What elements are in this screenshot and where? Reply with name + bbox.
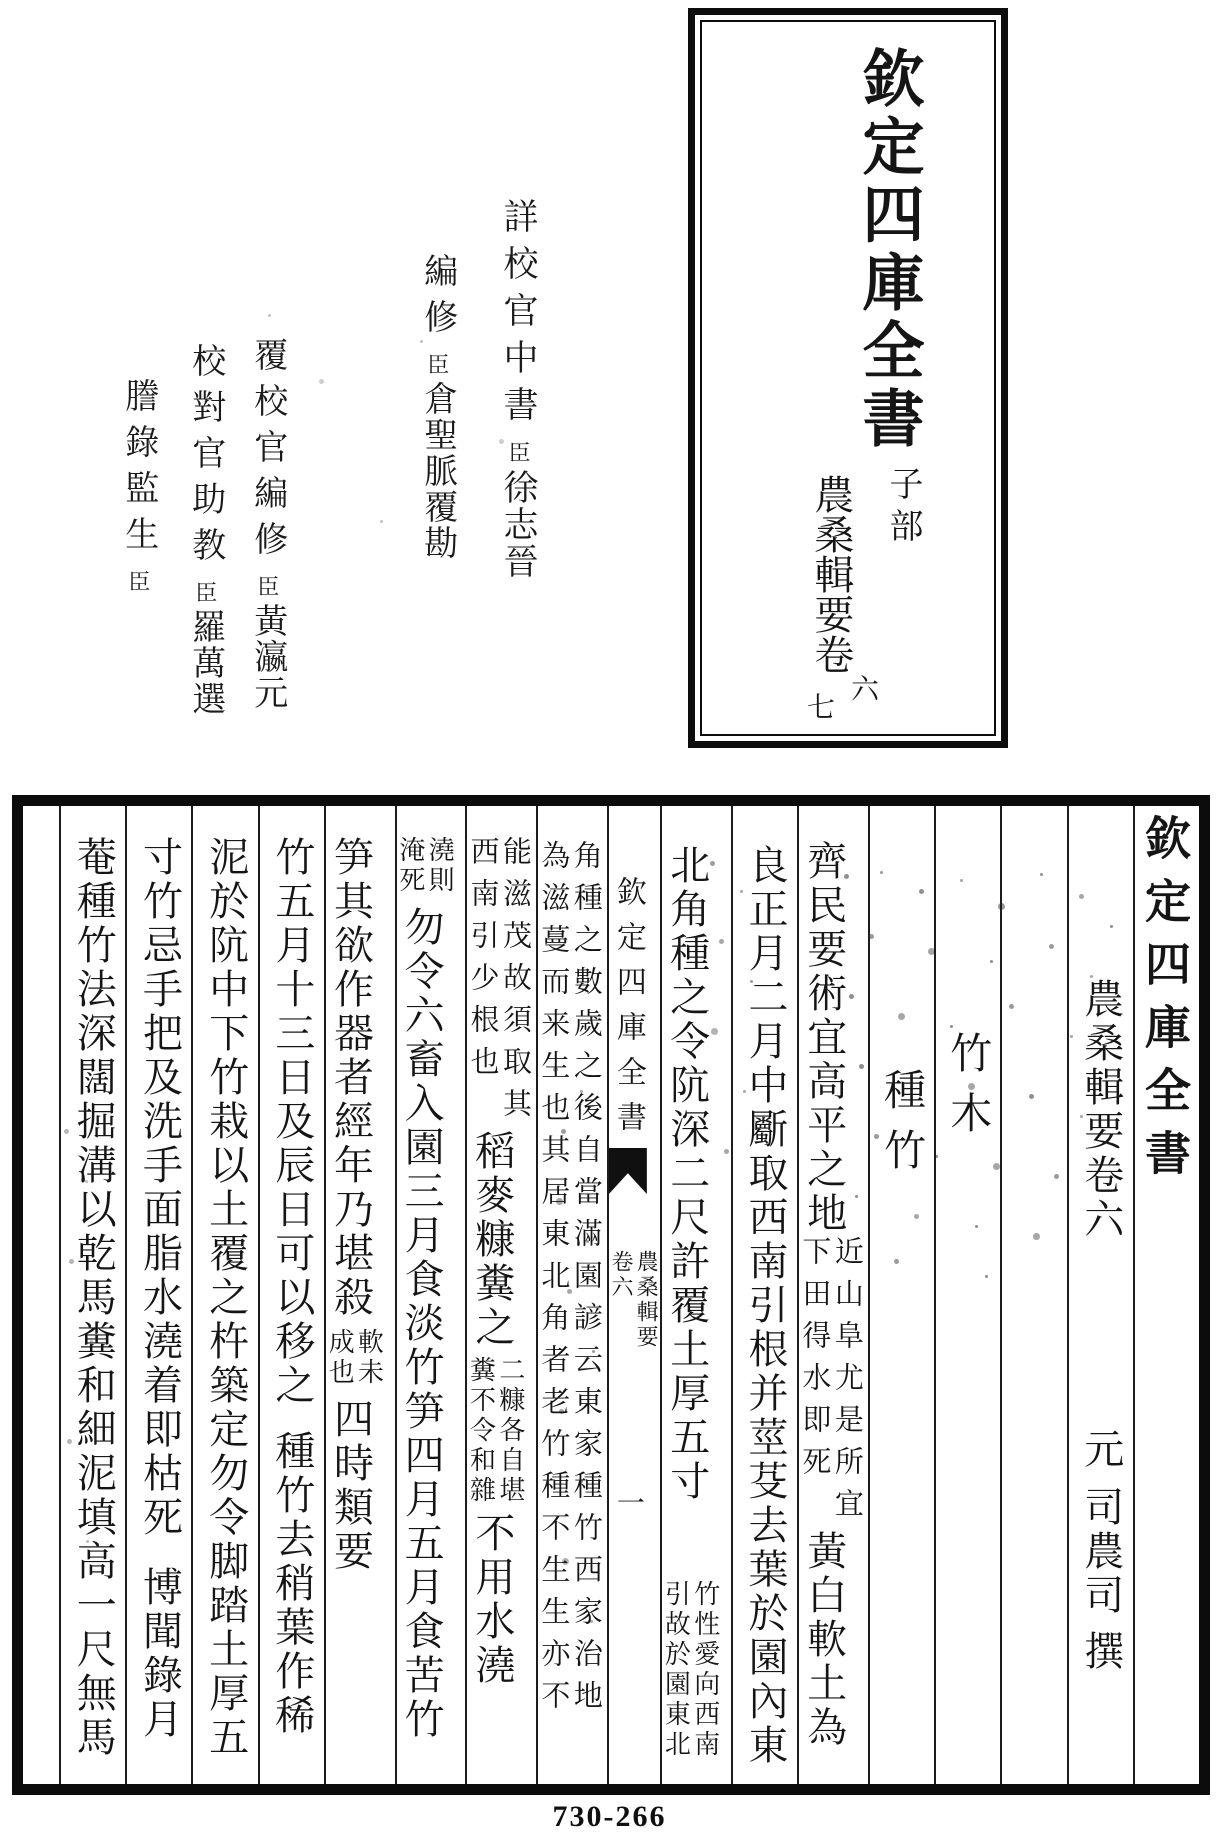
scan-noise xyxy=(60,1120,63,1123)
official-title: 詳校官中書 xyxy=(499,198,538,433)
column-text-run: 欽定四庫全書 xyxy=(611,876,645,1146)
annotation-right: 竹性愛向西南 xyxy=(690,1580,720,1760)
volume-numbers xyxy=(798,674,882,720)
chen-label: 臣 xyxy=(506,441,531,463)
column-gap xyxy=(1100,806,1102,978)
column-text-run: 撰 xyxy=(1078,1630,1124,1674)
column-gap xyxy=(562,806,564,840)
official-name: 黃瀛元 xyxy=(248,603,286,711)
inline-annotation xyxy=(610,1250,658,1350)
annotation-left: 西南引少根也 xyxy=(466,836,499,1088)
fishtail-mark xyxy=(609,1148,647,1194)
column-text-run: 種竹 xyxy=(878,1068,925,1188)
column-gap xyxy=(350,1388,352,1398)
column-gap xyxy=(764,806,766,844)
volume-number-left: 七 xyxy=(803,692,834,720)
annotation-right: 農桑輯要 xyxy=(634,1250,660,1350)
volume-number-right: 六 xyxy=(847,674,878,702)
column-text-run: 寸竹忌手把及洗手面脂水澆着即枯死 xyxy=(137,836,183,1540)
official-column-copyist xyxy=(117,378,158,598)
column-series-title xyxy=(1133,806,1199,1784)
column-edge xyxy=(23,806,59,1784)
column-gap xyxy=(491,806,493,836)
column-text xyxy=(125,806,191,1784)
official-column-compiler xyxy=(416,253,457,561)
series-title: 欽定四庫全書 xyxy=(853,46,921,454)
column-subsection-heading xyxy=(868,806,934,1784)
category-label: 子部 xyxy=(884,466,921,550)
column-text xyxy=(536,806,607,1784)
annotation-left: 成也 xyxy=(325,1328,355,1388)
column-gap xyxy=(1100,1472,1102,1486)
scan-noise xyxy=(840,865,843,868)
column-text-run: 司農司 xyxy=(1078,1486,1124,1618)
official-suffix: 覆勘 xyxy=(418,489,456,561)
official-name: 倉聖脈 xyxy=(418,381,456,489)
inline-annotation xyxy=(662,1580,719,1760)
column-text xyxy=(660,806,731,1784)
column-book-author xyxy=(1067,806,1133,1784)
column-gap xyxy=(900,806,902,1068)
inline-annotation xyxy=(467,836,530,1130)
column-text xyxy=(191,806,257,1784)
column-gap xyxy=(686,806,688,844)
banxin-column xyxy=(607,806,660,1784)
chen-label: 臣 xyxy=(254,575,280,597)
column-gap xyxy=(627,1350,629,1488)
inline-annotation xyxy=(799,1236,862,1530)
page-columns xyxy=(23,806,1199,1784)
scan-noise xyxy=(705,850,708,853)
official-title: 謄錄監生 xyxy=(119,378,157,562)
column-gap xyxy=(225,806,227,836)
annotation-right: 近山阜尤是所宜 xyxy=(830,1236,863,1530)
column-gap xyxy=(158,806,160,836)
column-gap xyxy=(350,806,352,836)
annotation-right: 澆則 xyxy=(425,836,455,896)
column-text-run: 農桑輯要卷六 xyxy=(1078,978,1124,1242)
column-text-run: 竹五月十三日及辰日可以移之 xyxy=(269,836,315,1408)
column-text-run: 北角種之令阬深二尺許覆土厚五寸 xyxy=(664,844,710,1504)
column-text-run: 泥於阬中下竹栽以土覆之杵築定勿令脚踏土厚五 xyxy=(203,836,249,1760)
annotation-left: 糞不令和雜 xyxy=(466,1356,496,1506)
column-text-run: 稻麥糠糞之 xyxy=(469,1130,515,1350)
official-title: 校對官助教 xyxy=(186,343,224,573)
column-text-run: 菴種竹法深闊掘溝以乾馬糞和細泥填高一尺無馬 xyxy=(71,836,117,1760)
inline-annotation xyxy=(397,836,454,896)
inline-annotation xyxy=(538,840,601,1722)
column-text-run: 黃白軟土為 xyxy=(801,1530,847,1750)
annotation-left: 淹死 xyxy=(395,836,425,896)
official-title: 編修 xyxy=(418,253,456,345)
chen-label: 臣 xyxy=(192,581,218,603)
official-name: 羅萬選 xyxy=(186,609,224,717)
chen-label: 臣 xyxy=(424,353,450,375)
official-name: 徐志晉 xyxy=(499,469,538,580)
column-text xyxy=(59,806,125,1784)
column-section-heading xyxy=(934,806,1000,1784)
book-title-text: 農桑輯要卷 xyxy=(808,474,854,674)
column-text-run: 不用水澆 xyxy=(469,1512,515,1688)
page-number: 730-266 xyxy=(552,1800,667,1833)
official-column-proofreader xyxy=(497,198,539,580)
column-text-run: 齊民要術宜高平之地 xyxy=(801,840,847,1236)
column-gap xyxy=(966,806,968,1031)
column-gap xyxy=(627,1196,629,1250)
column-text-run: 竹木 xyxy=(944,1031,991,1151)
column-text-run: 博聞錄月 xyxy=(137,1566,183,1742)
column-gap xyxy=(350,1320,352,1328)
annotation-left: 下田得水即死 xyxy=(798,1236,831,1488)
column-gap xyxy=(420,896,422,906)
column-text xyxy=(465,806,536,1784)
column-gap xyxy=(627,806,629,876)
column-blank xyxy=(1000,806,1066,1784)
column-gap xyxy=(1100,1242,1102,1428)
annotation-left: 為滋蔓而来生也其居東北角者老竹種不生生亦不 xyxy=(537,840,570,1722)
title-box xyxy=(688,8,1008,748)
column-gap xyxy=(1163,806,1165,814)
column-text xyxy=(258,806,324,1784)
chen-label: 臣 xyxy=(125,570,151,592)
column-text-run: 欽定四庫全書 xyxy=(1139,814,1190,1192)
column-text xyxy=(324,806,395,1784)
inline-annotation xyxy=(326,1328,383,1388)
official-column-reviser xyxy=(246,337,287,711)
column-gap xyxy=(158,1540,160,1566)
column-text-run: 勿令六畜入園三月食淡竹笋四月五月食苦竹 xyxy=(399,906,445,1742)
column-text-run: 一 xyxy=(612,1488,644,1516)
column-gap xyxy=(686,1504,688,1580)
annotation-left: 卷六 xyxy=(609,1250,635,1300)
column-gap xyxy=(420,806,422,836)
column-text-run: 良正月二月中斸取西南引根并莖芟去葉於園內東 xyxy=(742,844,788,1768)
annotation-left: 引故於園東北 xyxy=(661,1580,691,1760)
column-text-run: 四時類要 xyxy=(328,1398,374,1574)
title-box-inner-border xyxy=(700,20,996,736)
column-text-run: 元 xyxy=(1078,1428,1124,1472)
annotation-right: 軟未 xyxy=(354,1328,384,1388)
book-title-volume xyxy=(798,474,882,720)
column-gap xyxy=(291,806,293,836)
annotation-right: 角種之數歲之後自當滿園諺云東家種竹西家治地 xyxy=(569,840,602,1722)
inline-annotation xyxy=(467,1356,524,1506)
column-gap xyxy=(823,806,825,840)
column-text-run: 種竹去稍葉作稀 xyxy=(269,1430,315,1738)
annotation-right: 二糠各自堪 xyxy=(495,1356,525,1506)
book-leaf-frame xyxy=(12,795,1210,1795)
scan-noise xyxy=(550,1060,553,1063)
column-gap xyxy=(92,806,94,836)
annotation-right: 能滋茂故須取其 xyxy=(498,836,531,1130)
column-gap xyxy=(291,1408,293,1430)
scan-noise xyxy=(260,300,263,303)
column-text xyxy=(395,806,466,1784)
column-text xyxy=(797,806,868,1784)
column-gap xyxy=(1100,1618,1102,1630)
official-title: 覆校官編修 xyxy=(248,337,286,567)
column-text-run: 笋其欲作器者經年乃堪殺 xyxy=(328,836,374,1320)
column-text xyxy=(731,806,797,1784)
official-column-collator xyxy=(184,343,225,717)
